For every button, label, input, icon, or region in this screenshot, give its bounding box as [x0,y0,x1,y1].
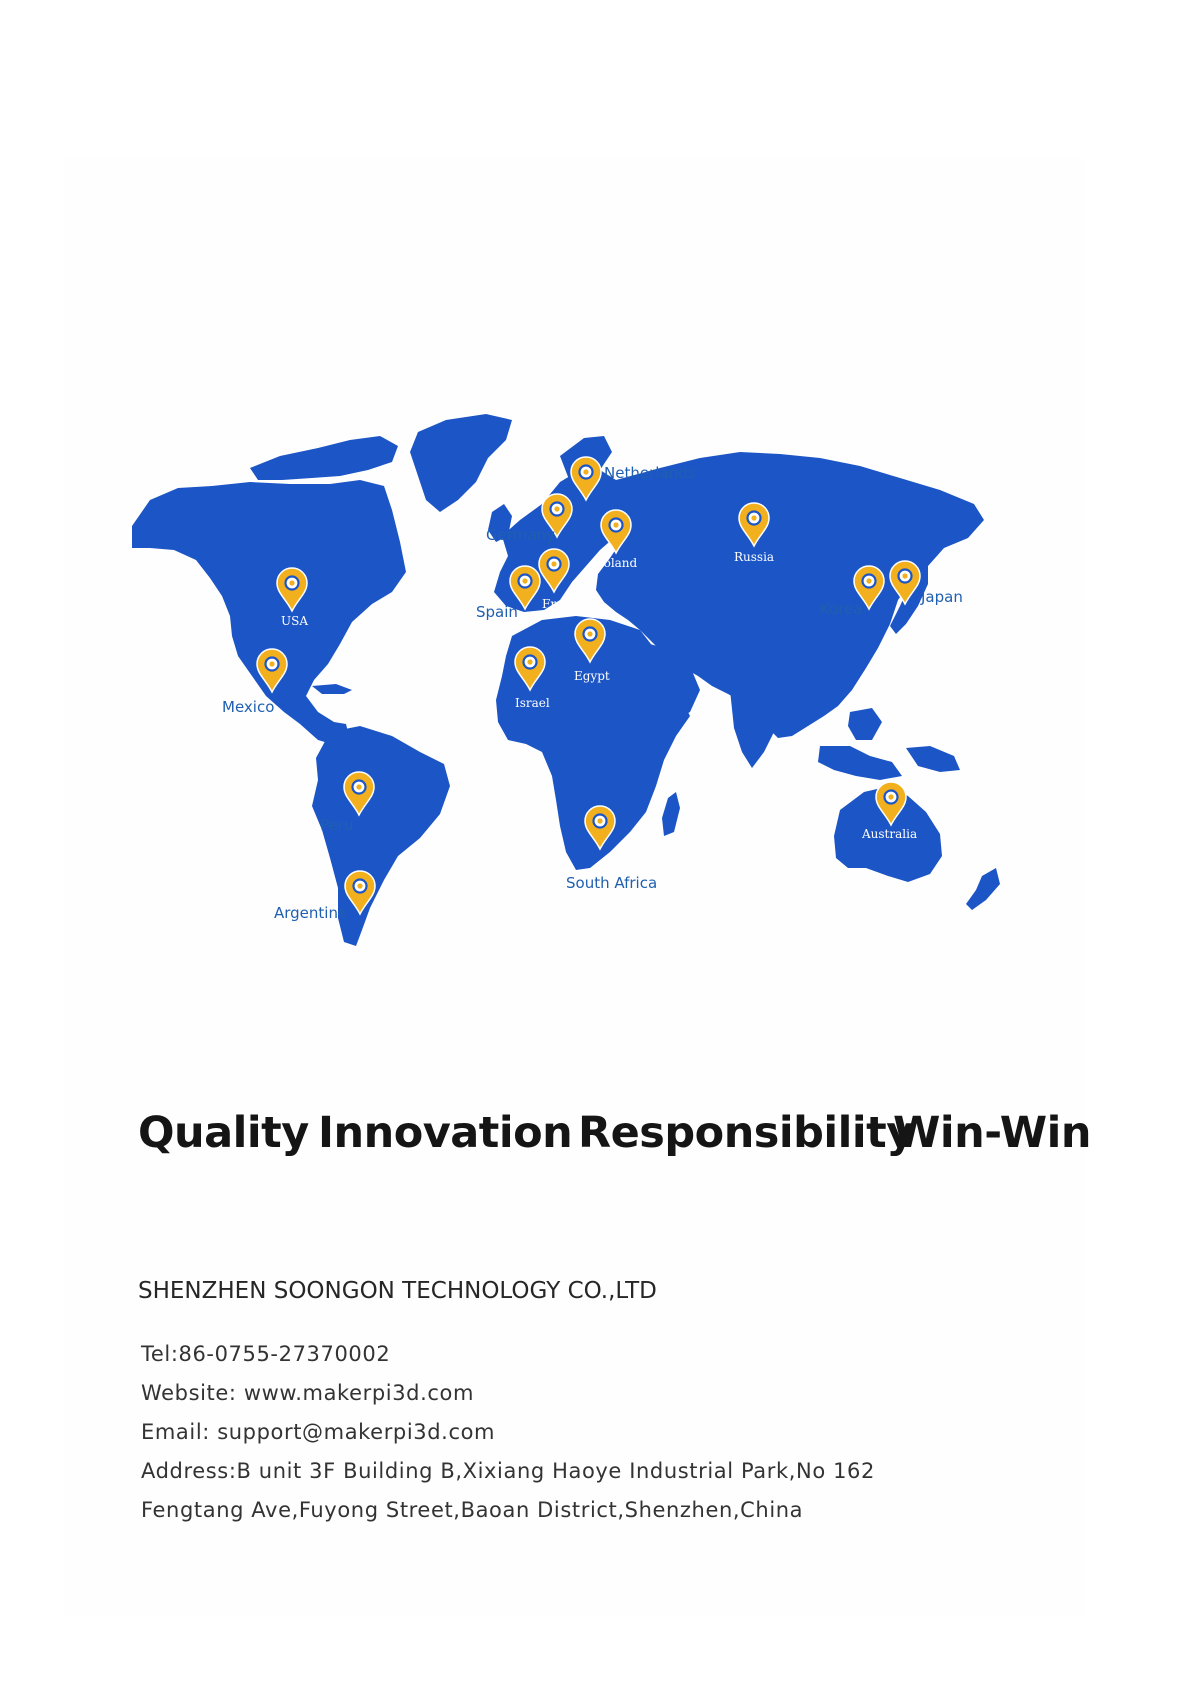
contact-tel: Tel:86-0755-27370002 [141,1342,391,1366]
pin-label-japan: Japan [921,588,963,606]
contact-address-line1: Address:B unit 3F Building B,Xixiang Haoye Industrial Park,No 162 [141,1459,875,1483]
pin-core [613,522,618,527]
pin-core [356,784,361,789]
pin-core [751,515,756,520]
pin-core [583,469,588,474]
value-innovation: Innovation [318,1108,573,1158]
value-responsibility: Responsibility [578,1108,914,1158]
pin-label-argentine: Argentine [274,904,348,922]
pin-core [587,631,592,636]
pin-core [357,883,362,888]
pin-label-australia: Australia [862,827,918,841]
pin-label-russia: Russia [734,550,775,564]
pin-label-korea: Korea [820,600,863,618]
pin-core [888,794,893,799]
pin-core [527,659,532,664]
pin-label-germany: Germany [486,526,555,544]
contact-email: Email: support@makerpi3d.com [141,1420,496,1444]
continents [132,414,1000,946]
pin-core [597,818,602,823]
value-win-win: Win-Win [893,1108,1091,1158]
greenland-shape [410,414,512,512]
company-values [138,1108,1091,1168]
contact-website: Website: www.makerpi3d.com [141,1381,475,1405]
pin-core [866,578,871,583]
india-shape [730,690,782,768]
pin-label-egypt: Egypt [574,669,610,683]
contact-address-line2: Fengtang Ave,Fuyong Street,Baoan District,Shenzhen,China [141,1498,804,1522]
pin-argentine [274,871,375,922]
madagascar-shape [662,792,680,836]
new-guinea-shape [906,746,960,772]
borneo-shape [848,708,882,740]
pin-label-israel: Israel [515,696,550,710]
caribbean-shape [312,684,352,694]
pin-label-netherlands: Netherlands [604,464,696,482]
arctic-islands-shape [250,436,398,480]
pin-label-spain: Spain [476,603,518,621]
pin-label-peru: Peru [320,816,354,834]
pin-core [269,661,274,666]
pin-core [554,506,559,511]
contact-block [141,1335,875,1530]
sea-islands-shape [818,746,902,780]
pin-label-south-africa: South Africa [566,874,658,892]
company-name: SHENZHEN SOONGON TECHNOLOGY CO.,LTD [138,1278,657,1304]
pin-core [522,578,527,583]
pin-label-france: France [542,597,585,611]
new-zealand-shape [966,868,1000,910]
pin-label-usa: USA [281,614,308,628]
pin-label-mexico: Mexico [222,698,275,716]
pin-core [289,580,294,585]
value-quality: Quality [138,1108,309,1158]
pin-label-poland: Poland [596,556,638,570]
pin-core [551,561,556,566]
pin-core [902,573,907,578]
